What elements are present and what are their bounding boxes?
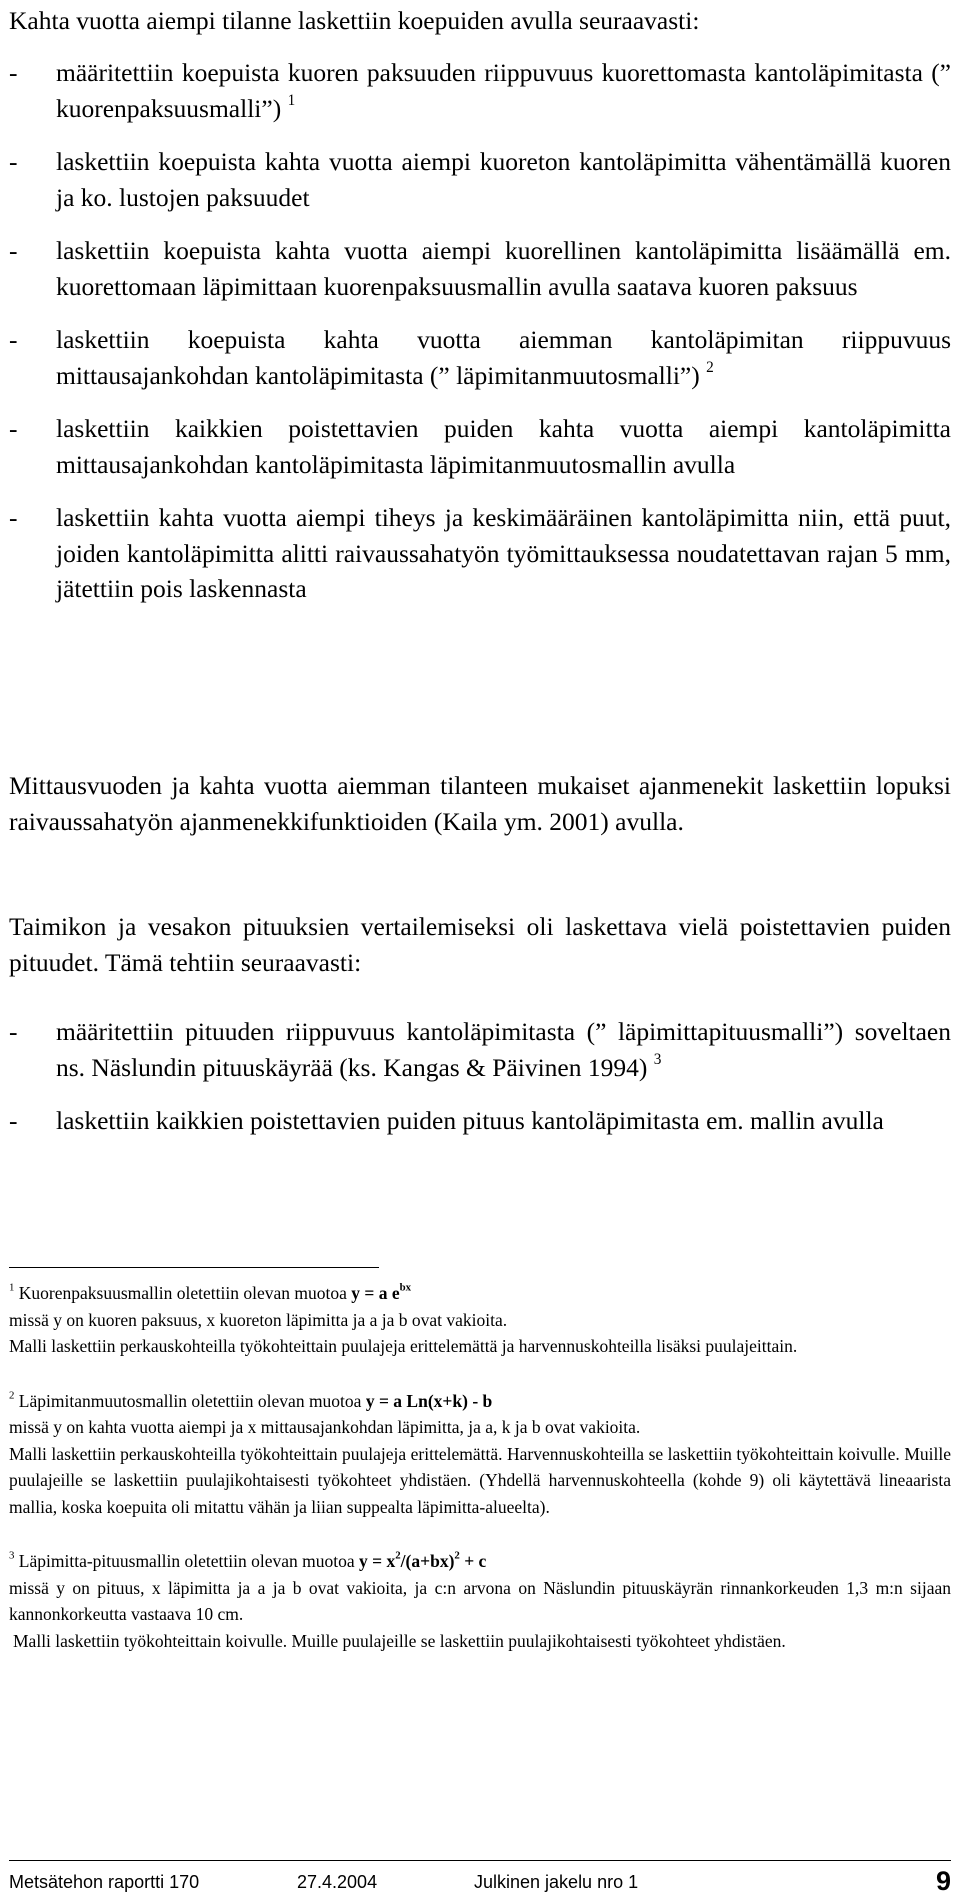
paragraph-time-consumption: Mittausvuoden ja kahta vuotta aiemman tilanteen mukaiset ajanmenekit laskettiin lopuksi raivaussahatyön ajanmenekkifunktioiden (Kaila ym. 2001) avulla. [9,771,951,836]
footnote-number: 3 [9,1549,15,1562]
list-item-text: määritettiin koepuista kuoren paksuuden riippuvuus kuorettomasta kantoläpimitasta (” kuorenpaksuusmalli”) [56,58,951,123]
footnote-number: 1 [9,1281,15,1294]
list-item-text: määritettiin pituuden riippuvuus kantoläpimitasta (” läpimittapituusmalli”) soveltaen ns. Näslundin pituuskäyrää (ks. Kangas & Päivinen 1994) [56,1017,951,1082]
distribution-label: Julkinen jakelu nro 1 [474,1872,639,1892]
footnote-ref: 2 [706,358,714,376]
list-item: - laskettiin kahta vuotta aiempi tiheys ja keskimääräinen kantoläpimitta niin, että puut, joiden kantoläpimitta alitti raivaussahatyön työmittauksessa noudatettavan rajan 5 mm, jätettiin pois laskennasta [9,500,951,607]
footnote-text: missä y on pituus, x läpimitta ja a ja b ovat vakioita, ja c:n arvona on Näslundin pituuskäyrän rinnankorkeuden 1,3 m:n sijaan kannonkorkeutta vastaava 10 cm. [9,1577,951,1624]
report-date: 27.4.2004 [297,1872,378,1892]
footnote-text: Kuorenpaksuusmallin oletettiin olevan muotoa [18,1283,352,1303]
calculation-steps-list [9,55,951,607]
list-item: - laskettiin kaikkien poistettavien puiden kahta vuotta aiempi kantoläpimitta mittausajankohdan kantoläpimitasta läpimitanmuutosmallin avulla [9,411,951,482]
footnote-text: missä y on kahta vuotta aiempi ja x mittausajankohdan läpimitta, ja a, k ja b ovat vakioita. [9,1417,641,1437]
footnote-3 [9,1548,951,1575]
footnote-divider [9,1267,379,1268]
list-item: - määritettiin pituuden riippuvuus kantoläpimitasta (” läpimittapituusmalli”) soveltaen ns. Näslundin pituuskäyrää (ks. Kangas & Päivinen 1994) $^3$ [9,1017,951,1082]
formula: y = a $e^{bx}$ [351,1281,412,1303]
footnote-ref: 3 [653,1050,662,1068]
formula: y = a Ln(x+k) - b [365,1390,493,1411]
list-item: - laskettiin kaikkien poistettavien puiden pituus kantoläpimitasta em. mallin avulla [9,1103,951,1139]
footnote-text: Malli laskettiin perkauskohteilla työkohteittain puulajeja erittelemättä. Harvennuskohteilla se laskettiin työkohteittain koivulle. Muille puulajeille se laskettiin puulajikohtaisesti työkohteet yhdistäen. (Yhdellä harvennuskohteella (kohde 9) oli käytettävä lineaarista mallia, koska koepuita oli mitattu vähän ja liian suppealta läpimitta-alueelta). [9,1443,951,1517]
footnote-1 [9,1280,951,1307]
paragraph-heights: Taimikon ja vesakon pituuksien vertailemiseksi oli laskettava vielä poistettavien puiden pituudet. Tämä tehtiin seuraavasti: [9,912,951,977]
page-footer [9,1866,951,1896]
footnotes [9,1280,951,1654]
list-item-text: laskettiin kaikkien poistettavien puiden pituus kantoläpimitasta em. mallin avulla [56,1106,884,1135]
list-item: - laskettiin koepuista kahta vuotta aiemman kantoläpimitan riippuvuus mittausajankohdan kantoläpimitasta (” läpimitanmuutosmalli”) $^2$ [9,325,951,390]
list-item-text: laskettiin kaikkien poistettavien puiden kahta vuotta aiempi kantoläpimitta mittausajankohdan kantoläpimitasta läpimitanmuutosmallin avulla [56,414,951,479]
list-item-text: laskettiin koepuista kahta vuotta aiempi kuorellinen kantoläpimitta lisäämällä em. kuorettomaan läpimittaan kuorenpaksuusmallin avulla saatava kuoren paksuus [56,236,951,301]
list-item-text: laskettiin koepuista kahta vuotta aiemman kantoläpimitan riippuvuus mittausajankohdan kantoläpimitasta (” läpimitanmuutosmalli”) [56,325,951,390]
footnote-text: Malli laskettiin perkauskohteilla työkohteittain puulajeja erittelemättä ja harvennuskohteilla lisäksi puulajeittain. [9,1336,798,1356]
formula: $y = x^2/(a+bx)^2 + c$ [359,1549,487,1571]
list-item-text: laskettiin koepuista kahta vuotta aiempi kuoreton kantoläpimitta vähentämällä kuoren ja ko. lustojen paksuudet [56,147,951,212]
report-name: Metsätehon raportti 170 [9,1872,200,1892]
footnote-ref: 1 [287,91,296,109]
page-number: 9 [935,1866,951,1896]
intro-paragraph: Kahta vuotta aiempi tilanne laskettiin koepuiden avulla seuraavasti: [9,6,700,35]
footnote-text: Läpimitanmuutosmallin oletettiin olevan muotoa [18,1390,366,1411]
list-item: - määritettiin koepuista kuoren paksuuden riippuvuus kuorettomasta kantoläpimitasta (” kuorenpaksuusmalli”) $^1$ [9,58,951,123]
footnote-2 [9,1388,951,1415]
height-steps-list [9,1014,951,1139]
list-item: - laskettiin koepuista kahta vuotta aiempi kuorellinen kantoläpimitta lisäämällä em. kuorettomaan läpimittaan kuorenpaksuusmallin avulla saatava kuoren paksuus [9,233,951,304]
list-item: - laskettiin koepuista kahta vuotta aiempi kuoreton kantoläpimitta vähentämällä kuoren ja ko. lustojen paksuudet [9,144,951,215]
footnote-text: Läpimitta-pituusmallin oletettiin olevan muotoa [18,1551,360,1571]
footnote-text: Malli laskettiin työkohteittain koivulle. Muille puulajeille se laskettiin puulajikohtaisesti työkohteet yhdistäen. [13,1630,786,1651]
footer-divider [9,1860,951,1861]
footnote-number: 2 [9,1388,15,1401]
list-item-text: laskettiin kahta vuotta aiempi tiheys ja keskimääräinen kantoläpimitta niin, että puut, joiden kantoläpimitta alitti raivaussahatyön työmittauksessa noudatettavan rajan 5 mm, jätettiin pois laskennasta [56,503,951,603]
footnote-text: missä y on kuoren paksuus, x kuoreton läpimitta ja a ja b ovat vakioita. [9,1309,508,1330]
